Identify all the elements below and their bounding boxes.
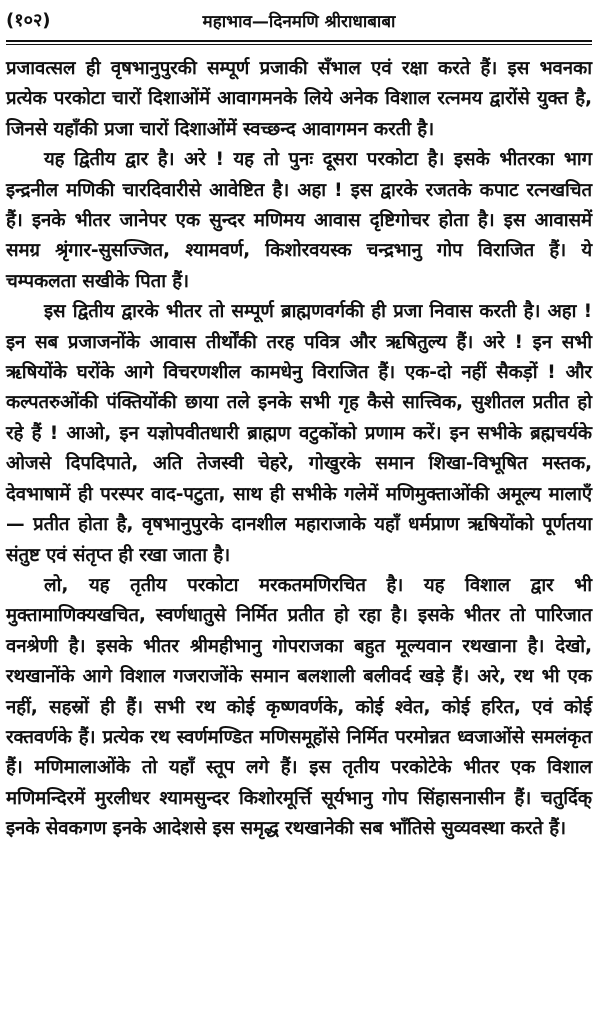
page-header [6,0,592,42]
paragraph-1: प्रजावत्सल ही वृषभानुपुरकी सम्पूर्ण प्रजाकी सँभाल एवं रक्षा करते हैं। इस भवनका प्रत्येक परकोटा चारों दिशाओंमें आवागमनके लिये अनेक विशाल रत्नमय द्वारोंसे युक्त है, जिनसे यहाँकी प्रजा चारों दिशाओंमें स्वच्छन्द आवागमन करती है। [6,58,592,140]
paragraph-3: इस द्वितीय द्वारके भीतर तो सम्पूर्ण ब्राह्मणवर्गकी ही प्रजा निवास करती है। अहा ! इन सब प्रजाजनोंके आवास तीर्थोंकी तरह पवित्र और ऋषितुल्य हैं। अरे ! इन सभी ऋषियोंके घरोंके आगे विचरणशील कामधेनु विराजित हैं। एक-दो नहीं सैकड़ों ! और कल्पतरुओंकी पंक्तियोंकी छाया तले इनके सभी गृह कैसे सात्त्विक, सुशीतल प्रतीत हो रहे हैं ! आओ, इन यज्ञोपवीतधारी ब्राह्मण वटुकोंको प्रणाम करें। इन सभीके ब्रह्मचर्यके ओजसे दिपदिपाते, अति तेजस्वी चेहरे, गोखुरके समान शिखा-विभूषित मस्तक, देवभाषामें ही परस्पर वाद-पटुता, साथ ही सभीके गलेमें मणिमुक्ताओंकी अमूल्य मालाएँ — प्रतीत होता है, वृषभानुपुरके दानशील महाराजाके यहाँ धर्मप्राण ऋषियोंको पूर्णतया संतुष्ट एवं संतृप्त ही रखा जाता है। [6,301,592,566]
running-title: महाभाव—दिनमणि श्रीराधाबाबा [202,11,396,32]
paragraph-4: लो, यह तृतीय परकोटा मरकतमणिरचित है। यह विशाल द्वार भी मुक्तामाणिक्यखचित, स्वर्णधातुसे निर्मित प्रतीत हो रहा है। इसके भीतर तो पारिजात वनश्रेणी है। इसके भीतर श्रीमहीभानु गोपराजका बहुत मूल्यवान रथखाना है। देखो, रथखानोंके आगे विशाल गजराजोंके समान बलशाली बलीवर्द खड़े हैं। अरे, रथ भी एक नहीं, सहस्रों ही हैं। सभी रथ कोई कृष्णवर्णके, कोई श्वेत, कोई हरित, एवं कोई रक्तवर्णके हैं। प्रत्येक रथ स्वर्णमण्डित मणिसमूहोंसे निर्मित परमोन्नत ध्वजाओंसे समलंकृत हैं। मणिमालाओंके तो यहाँ स्तूप लगे हैं। इस तृतीय परकोटेके भीतर एक विशाल मणिमन्दिरमें मुरलीधर श्यामसुन्दर किशोरमूर्त्ति सूर्यभानु गोप सिंहासनासीन हैं। चतुर्दिक् इनके सेवकगण इनके आदेशसे इस समृद्ध रथखानेकी सब भाँतिसे सुव्यवस्था करते हैं। [6,574,592,840]
paragraph-2: यह द्वितीय द्वार है। अरे ! यह तो पुनः दूसरा परकोटा है। इसके भीतरका भाग इन्द्रनील मणिकी चारदिवारीसे आवेष्टित है। अहा ! इस द्वारके रजतके कपाट रत्नखचित हैं। इनके भीतर जानेपर एक सुन्दर मणिमय आवास दृष्टिगोचर होता है। इस आवासमें समग्र श्रृंगार-सुसज्जित, श्यामवर्ण, किशोरवयस्क चन्द्रभानु गोप विराजित हैं। ये चम्पकलता सखीके पिता हैं। [6,149,592,292]
page-body [6,54,592,845]
page-number: (१०२) [6,10,51,31]
